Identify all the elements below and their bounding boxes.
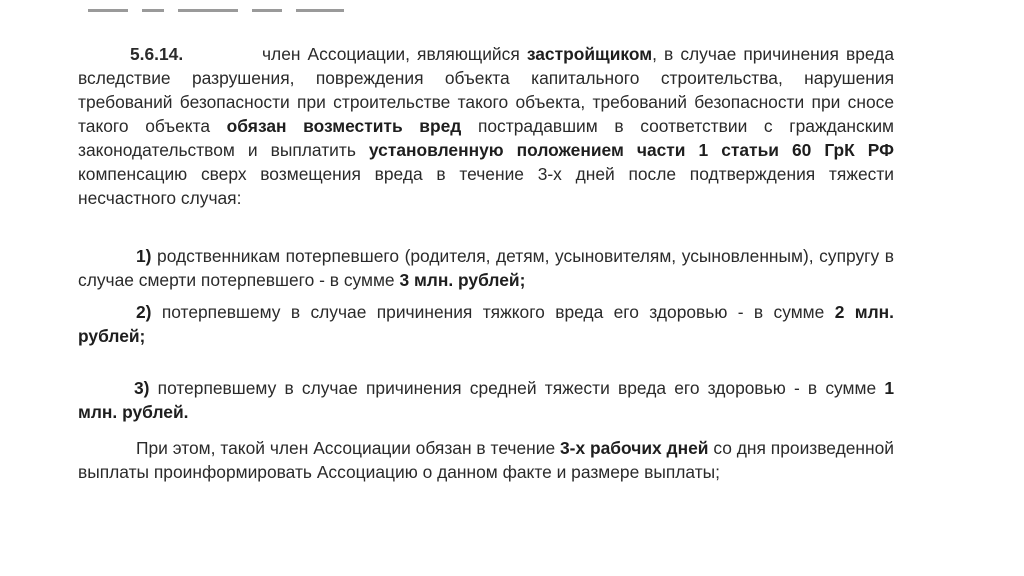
list-item-number: 2) <box>136 302 152 322</box>
closing-text-2: со дня произведенной выплаты проинформировать Ассоциацию о данном факте и размере выплаты; <box>78 438 894 482</box>
list-item-number: 1) <box>136 246 152 266</box>
list-item-3 <box>78 376 894 424</box>
clause-text-4: компенсацию сверх возмещения вреда в течение 3-х дней после подтверждения тяжести несчастного случая: <box>78 164 894 208</box>
clause-text-2: , в случае причинения вреда вследствие разрушения, повреждения объекта капитального строительства, нарушения требований безопасности при строительстве такого объекта, требований безопасности при сносе такого объекта <box>78 44 894 136</box>
closing-text-1: При этом, такой член Ассоциации обязан в течение <box>136 438 560 458</box>
list-item-1 <box>78 244 894 292</box>
list-item-amount: 1 млн. рублей. <box>78 378 894 422</box>
list-item-2 <box>78 300 894 348</box>
clause-text-1: член Ассоциации, являющийся <box>262 44 527 64</box>
list-item-amount: 2 млн. рублей; <box>78 302 894 346</box>
list-item-number: 3) <box>134 378 150 398</box>
list-item-text: потерпевшему в случае причинения средней тяжести вреда его здоровью - в сумме <box>149 378 885 398</box>
list-item-amount: 3 млн. рублей; <box>399 270 526 290</box>
clause-bold-developer: застройщиком <box>526 44 653 64</box>
clause-bold-established: установленную положением части 1 статьи 60 ГрК РФ <box>368 140 894 160</box>
closing-bold-days: 3-х рабочих дней <box>560 438 709 458</box>
clause-number: 5.6.14. <box>130 44 184 64</box>
clause-bold-obliged: обязан возместить вред <box>226 116 462 136</box>
cut-off-previous-line <box>88 4 388 12</box>
list-item-text: родственникам потерпевшего (родителя, детям, усыновителям, усыновленным), супругу в случае смерти потерпевшего - в сумме <box>78 246 894 290</box>
closing-paragraph <box>78 436 894 484</box>
clause-paragraph <box>78 42 894 210</box>
clause-5-6-14 <box>78 42 894 210</box>
list-item-text: потерпевшему в случае причинения тяжкого вреда его здоровью - в сумме <box>151 302 835 322</box>
clause-text-3: пострадавшим в соответствии с гражданским законодательством и выплатить <box>78 116 894 160</box>
